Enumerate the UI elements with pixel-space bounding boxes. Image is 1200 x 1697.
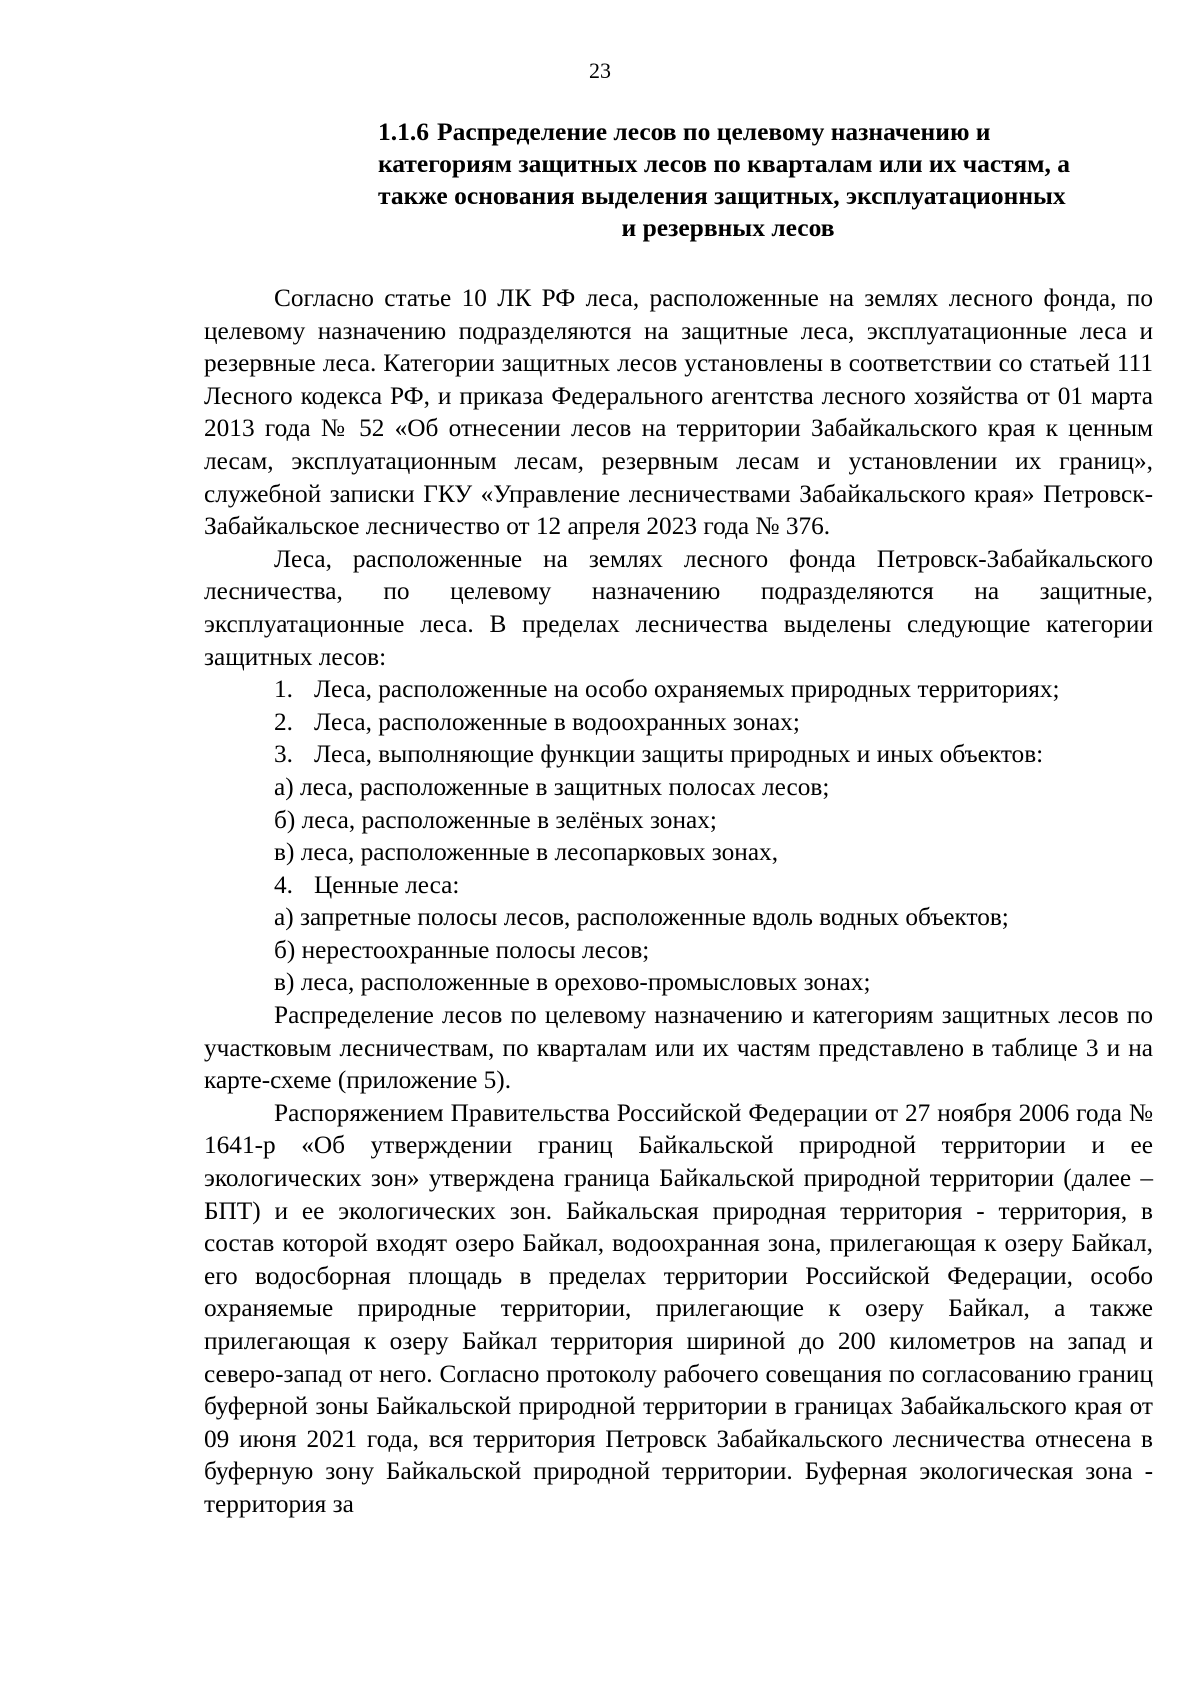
list-subitem: б) леса, расположенные в зелёных зонах; (274, 805, 717, 834)
list-item (204, 869, 1153, 902)
list-subitem: б) нерестоохранные полосы лесов; (274, 935, 650, 964)
list-item-text: Леса, выполняющие функции защиты природных и иных объектов: (314, 740, 1044, 769)
list-item (204, 673, 1153, 706)
list-subitem: в) леса, расположенные в лесопарковых зонах, (274, 838, 779, 867)
list-subitem: в) леса, расположенные в орехово-промысловых зонах; (274, 968, 871, 997)
heading-line-2: категориям защитных лесов по кварталам или их частям, а (378, 149, 1071, 178)
paragraph-baikal-territory: Распоряжением Правительства Российской Федерации от 27 ноября 2006 года № 1641-р «Об утверждении границ Байкальской природной территории и ее экологических зон» утверждена граница Байкальской природной территории (далее – БПТ) и ее экологических зон. Байкальская природная территория - территория, в состав которой входят озеро Байкал, водоохранная зона, прилегающая к озеру Байкал, его водосборная площадь в пределах территории Российской Федерации, особо охраняемые природные территории, прилегающие к озеру Байкал, а также прилегающая к озеру Байкал территория шириной до 200 километров на запад и северо-запад от него. Согласно протоколу рабочего совещания по согласованию границ буферной зоны Байкальской природной территории в границах Забайкальского края от 09 июня 2021 года, вся территория Петровск Забайкальского лесничества отнесена в буферную зону Байкальской природной территории. Буферная экологическая зона - территория за (204, 1098, 1153, 1518)
list-item-text: Леса, расположенные в водоохранных зонах; (314, 707, 800, 736)
heading-line-3: также основания выделения защитных, эксплуатационных (378, 181, 1066, 210)
section-heading (378, 116, 1158, 244)
heading-text-1: Распределение лесов по целевому назначению и (437, 117, 991, 146)
page-number: 23 (589, 58, 611, 83)
list-marker: 3. (274, 740, 293, 769)
paragraph-forest-classification: Согласно статье 10 ЛК РФ леса, расположенные на землях лесного фонда, по целевому назначению подразделяются на защитные леса, эксплуатационные леса и резервные леса. Категории защитных лесов установлены в соответствии со статьей 111 Лесного кодекса РФ, и приказа Федерального агентства лесного хозяйства от 01 марта 2013 года № 52 «Об отнесении лесов на территории Забайкальского края к ценным лесам, эксплуатационным лесам, резервным лесам и установлении их границ», служебной записки ГКУ «Управление лесничествами Забайкальского края» Петровск-Забайкальское лесничество от 12 апреля 2023 года № 376. (204, 284, 1153, 541)
section-number: 1.1.6 (378, 117, 429, 146)
list-subitem: а) запретные полосы лесов, расположенные вдоль водных объектов; (274, 903, 1009, 932)
heading-line-4: и резервных лесов (621, 213, 835, 242)
list-subitem: а) леса, расположенные в защитных полосах лесов; (274, 772, 830, 801)
list-item-text: Ценные леса: (314, 870, 460, 899)
list-marker: 2. (274, 707, 293, 736)
list-marker: 1. (274, 675, 293, 704)
list-marker: 4. (274, 870, 293, 899)
paragraph-petrovsk-forestry: Леса, расположенные на землях лесного фонда Петровск-Забайкальского лесничества, по целевому назначению подразделяются на защитные, эксплуатационные леса. В пределах лесничества выделены следующие категории защитных лесов: (204, 544, 1153, 671)
list-item (204, 706, 1153, 739)
list-item (204, 738, 1153, 771)
heading-line-1 (378, 116, 1158, 148)
list-item-text: Леса, расположенные на особо охраняемых природных территориях; (314, 675, 1060, 704)
body-text (204, 282, 1153, 1521)
paragraph-table-reference: Распределение лесов по целевому назначению и категориям защитных лесов по участковым лесничествам, по кварталам или их частям представлено в таблице 3 и на карте-схеме (приложение 5). (204, 1001, 1153, 1095)
